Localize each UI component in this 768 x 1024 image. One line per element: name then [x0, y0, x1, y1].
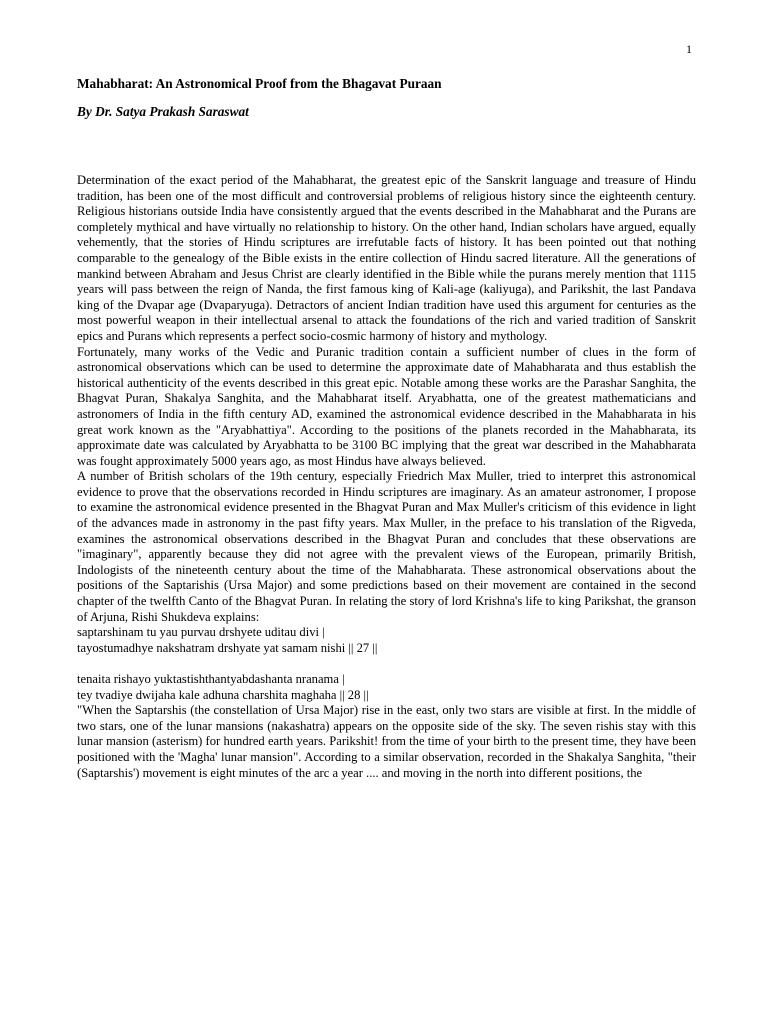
verse-line: tenaita rishayo yuktastishthantyabdashanta nranama | — [77, 672, 345, 686]
body-paragraph: Fortunately, many works of the Vedic and Puranic tradition contain a sufficient number of clues in the form of astronomical observations which can be used to determine the approximate date of Mahabharata and thus establish the historical authenticity of the events described in this great epic. Notable among these works are the Parashar Sanghita, the Bhagvat Puran, Shakalya Sanghita, and the Mahabharat itself. Aryabhatta, one of the greatest mathematicians and astronomers of India in the fifth century AD, examined the astronomical evidence described in the Mahabharata in his great work known as the "Aryabhattiya". According to the positions of the planets recorded in the Mahabharata, its approximate date was calculated by Aryabhatta to be 3100 BC implying that the great war described in the Mahabharata was fought approximately 5000 years ago, as most Hindus have always believed. — [77, 344, 696, 468]
document-title: Mahabharat: An Astronomical Proof from the Bhagavat Puraan — [77, 76, 442, 91]
verse-line: tayostumadhye nakshatram drshyate yat samam nishi || 27 || — [77, 640, 378, 655]
page-number: 1 — [686, 42, 692, 56]
verse-line: tey tvadiye dwijaha kale adhuna charshita maghaha || 28 || — [77, 687, 369, 702]
body-paragraph: Determination of the exact period of the Mahabharat, the greatest epic of the Sanskrit language and treasure of Hindu tradition, has been one of the most difficult and controversial problems of religious history since the eighteenth century. Religious historians outside India have consistently argued that the events described in the Mahabharat and the Purans are completely mythical and have virtually no relationship to history. On the other hand, Indian scholars have argued, equally vehemently, that the stories of Hindu scriptures are irrefutable facts of history. It has been pointed out that nothing comparable to the genealogy of the Bible exists in the entire collection of Hindu sacred literature. All the generations of mankind between Abraham and Jesus Christ are clearly identified in the Bible while the purans merely mention that 1115 years will pass between the reign of Nanda, the first famous king of Kali-age (kaliyuga), and Parikshit, the last Pandava king of the Dvapar age (Dvaparyuga). Detractors of ancient Indian tradition have used this argument for centuries as the most powerful weapon in their intellectual arsenal to attack the foundations of the rich and varied tradition of Sanskrit epics and Purans which represents a perfect socio-cosmic harmony of history and mythology. — [77, 173, 696, 343]
body-paragraph: A number of British scholars of the 19th century, especially Friedrich Max Muller, tried to interpret this astronomical evidence to prove that the observations recorded in Hindu scriptures are imaginary. As an amateur astronomer, I propose to examine the astronomical evidence presented in the Bhagvat Puran and Max Muller's criticism of this evidence in light of the advances made in astronomy in the past fifty years. Max Muller, in the preface to his translation of the Rigveda, examines the astronomical observations described in the Bhagvat Puran and concludes that these observations are "imaginary", apparently because they did not agree with the prevalent views of the European, primarily British, Indologists of the nineteenth century about the time of the Mahabharata. These astronomical observations about the positions of the Saptarishis (Ursa Major) and some predictions based on their movement are contained in the second chapter of the twelfth Canto of the Bhagvat Puran. In relating the story of lord Krishna's life to king Parikshat, the granson of Arjuna, Rishi Shukdeva explains: — [77, 469, 696, 624]
verse-spacer — [77, 656, 696, 672]
body-paragraph: "When the Saptarshis (the constellation of Ursa Major) rise in the east, only two stars are visible at first. In the middle of two stars, one of the lunar mansions (nakashatra) appears on the opposite side of the sky. The seven rishis stay with this lunar mansion (asterism) for hundred earth years. Parikshit! from the time of your birth to the present time, they have been positioned with the 'Magha' lunar mansion". According to a similar observation, recorded in the Shakalya Sanghita, "their (Saptarshis') movement is eight minutes of the arc a year .... and moving in the north into different positions, the — [77, 703, 696, 780]
author-byline: By Dr. Satya Prakash Saraswat — [77, 104, 249, 119]
verse-line: saptarshinam tu yau purvau drshyete uditau divi | — [77, 625, 325, 640]
document-body — [77, 173, 696, 781]
